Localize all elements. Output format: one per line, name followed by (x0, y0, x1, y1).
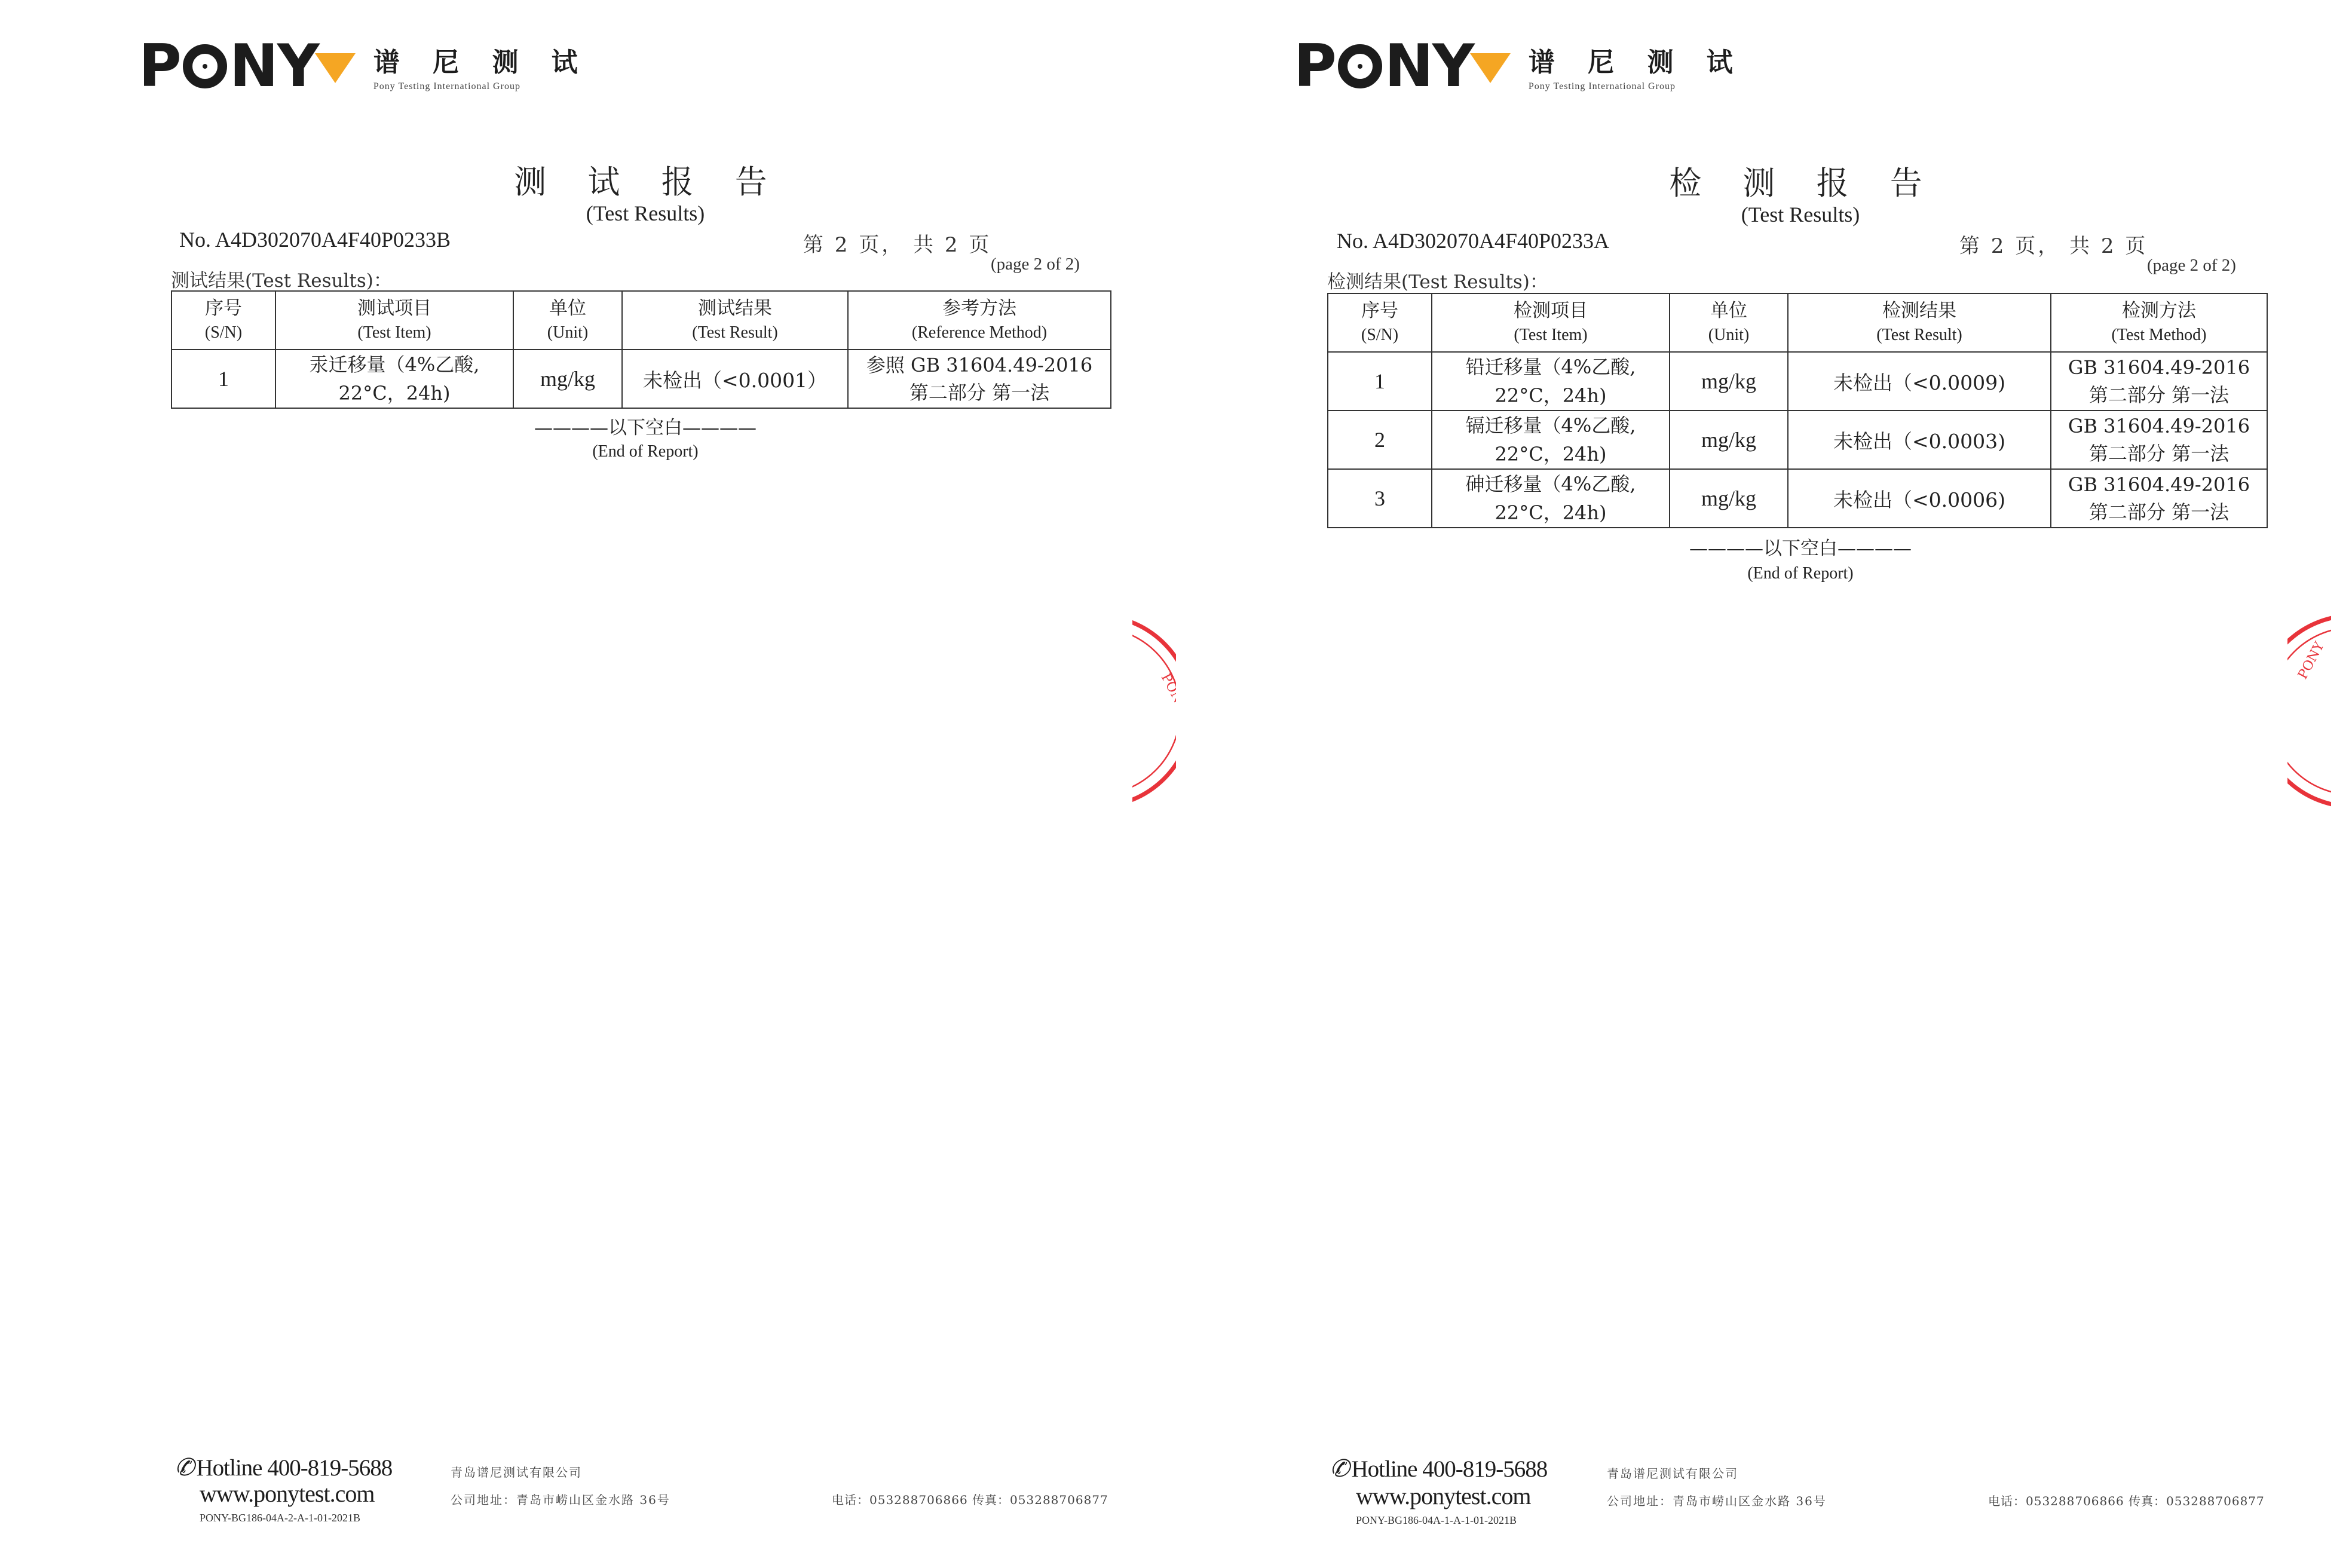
footer-address: 公司地址：青岛市崂山区金水路 36号 (451, 1493, 670, 1507)
logo-letter-y: Y (277, 32, 318, 100)
table-header-row (172, 291, 1111, 350)
header-result: 测试结果 (Test Result) (622, 291, 848, 350)
logo-letter-p: P (1294, 32, 1336, 100)
cell-method: GB 31604.49-2016 第二部分 第一法 (2051, 469, 2267, 528)
cell-unit: mg/kg (513, 350, 622, 408)
report-title: 测 试 报 告 (514, 163, 783, 201)
page-number-en: (page 2 of 2) (2147, 256, 2236, 275)
end-of-report-cn: ————以下空白———— (534, 417, 757, 439)
pony-logo (139, 32, 590, 100)
footer-contact: 电话：053288706866 传真：053288706877 (832, 1493, 1108, 1507)
logo-o-icon (183, 44, 227, 88)
report-title: 检 测 报 告 (1669, 164, 1938, 202)
cell-item: 汞迁移量（4%乙酸, 22°C，24h) (275, 350, 513, 408)
cell-result: 未检出（<0.0001） (622, 350, 848, 408)
cell-method: 参照 GB 31604.49-2016 第二部分 第一法 (848, 350, 1111, 408)
header-item: 检测项目 (Test Item) (1432, 293, 1670, 352)
cell-sn: 3 (1328, 469, 1432, 528)
header-sn: 序号 (S/N) (172, 291, 275, 350)
footer-address: 公司地址：青岛市崂山区金水路 36号 (1607, 1494, 1827, 1508)
phone-icon: ✆ (174, 1454, 194, 1481)
cell-item: 砷迁移量（4%乙酸, 22°C，24h) (1432, 469, 1670, 528)
footer-website[interactable]: www.ponytest.com (1356, 1483, 1531, 1509)
logo-wordmark (139, 32, 356, 100)
cell-unit: mg/kg (1670, 469, 1788, 528)
header-item: 测试项目 (Test Item) (275, 291, 513, 350)
cell-sn: 1 (1328, 352, 1432, 411)
phone-icon: ✆ (1330, 1455, 1349, 1482)
logo-cn-text: 谱 尼 测 试 (373, 47, 590, 78)
cell-sn: 1 (172, 350, 275, 408)
logo-triangle-icon (315, 53, 356, 83)
footer-contact: 电话：053288706866 传真：053288706877 (1988, 1494, 2265, 1508)
table-row (1328, 411, 2267, 469)
section-label: 检测结果(Test Results)： (1327, 271, 1548, 293)
table-header-row (1328, 293, 2267, 352)
end-of-report-cn: ————以下空白———— (1689, 538, 1912, 559)
logo-triangle-icon (1470, 53, 1511, 83)
page-number-en: (page 2 of 2) (991, 255, 1080, 274)
header-result: 检测结果 (Test Result) (1788, 293, 2051, 352)
logo-o-icon (1338, 44, 1382, 88)
report-number: No. A4D302070A4F40P0233B (179, 228, 451, 252)
table-row (172, 350, 1111, 408)
cell-method: GB 31604.49-2016 第二部分 第一法 (2051, 411, 2267, 469)
logo-letter-y: Y (1432, 32, 1474, 100)
section-label: 测试结果(Test Results)： (171, 270, 392, 292)
report-subtitle: (Test Results) (1741, 203, 1860, 226)
footer-doc-code: PONY-BG186-04A-1-A-1-01-2021B (1356, 1514, 1517, 1526)
logo-en-text: Pony Testing International Group (1528, 81, 1676, 91)
table-row (1328, 469, 2267, 528)
company-seal-stamp (2287, 610, 2331, 813)
footer-website[interactable]: www.ponytest.com (200, 1480, 375, 1507)
cell-item: 铅迁移量（4%乙酸, 22°C，24h) (1432, 352, 1670, 411)
footer-hotline: ✆ Hotline 400-819-5688 (174, 1454, 393, 1481)
footer-company: 青岛谱尼测试有限公司 (1607, 1466, 1738, 1481)
report-number: No. A4D302070A4F40P0233A (1337, 229, 1610, 253)
cell-item: 镉迁移量（4%乙酸, 22°C，24h) (1432, 411, 1670, 469)
footer-hotline: ✆ Hotline 400-819-5688 (1330, 1455, 1548, 1482)
report-subtitle: (Test Results) (586, 201, 705, 225)
header-sn: 序号 (S/N) (1328, 293, 1432, 352)
page-number-cn: 第 2 页， 共 2 页 (803, 233, 992, 257)
stamp-letter: PONY (1157, 671, 1190, 713)
table-row (1328, 352, 2267, 411)
cell-result: 未检出（<0.0006) (1788, 469, 2051, 528)
results-table (171, 290, 1111, 409)
logo-cn-text: 谱 尼 测 试 (1528, 47, 1745, 78)
logo-letter-p: P (139, 32, 180, 100)
cell-result: 未检出（<0.0009) (1788, 352, 2051, 411)
cell-unit: mg/kg (1670, 352, 1788, 411)
end-of-report-en: (End of Report) (1747, 564, 1854, 583)
end-of-report-en: (End of Report) (592, 442, 699, 461)
cell-sn: 2 (1328, 411, 1432, 469)
cell-method: GB 31604.49-2016 第二部分 第一法 (2051, 352, 2267, 411)
header-unit: 单位 (Unit) (1670, 293, 1788, 352)
footer-doc-code: PONY-BG186-04A-2-A-1-01-2021B (200, 1512, 360, 1524)
logo-wordmark (1294, 32, 1511, 100)
pony-logo (1294, 32, 1745, 100)
stamp-letter: PONY (2295, 639, 2328, 682)
cell-result: 未检出（<0.0003) (1788, 411, 2051, 469)
logo-letter-n: N (1384, 32, 1432, 100)
results-table (1327, 293, 2268, 528)
logo-letter-n: N (229, 32, 277, 100)
footer-company: 青岛谱尼测试有限公司 (451, 1465, 582, 1480)
page-number-cn: 第 2 页， 共 2 页 (1959, 234, 2148, 258)
header-method: 参考方法 (Reference Method) (848, 291, 1111, 350)
report-page-right (1155, 0, 2331, 1568)
logo-en-text: Pony Testing International Group (373, 81, 520, 91)
header-method: 检测方法 (Test Method) (2051, 293, 2267, 352)
cell-unit: mg/kg (1670, 411, 1788, 469)
header-unit: 单位 (Unit) (513, 291, 622, 350)
